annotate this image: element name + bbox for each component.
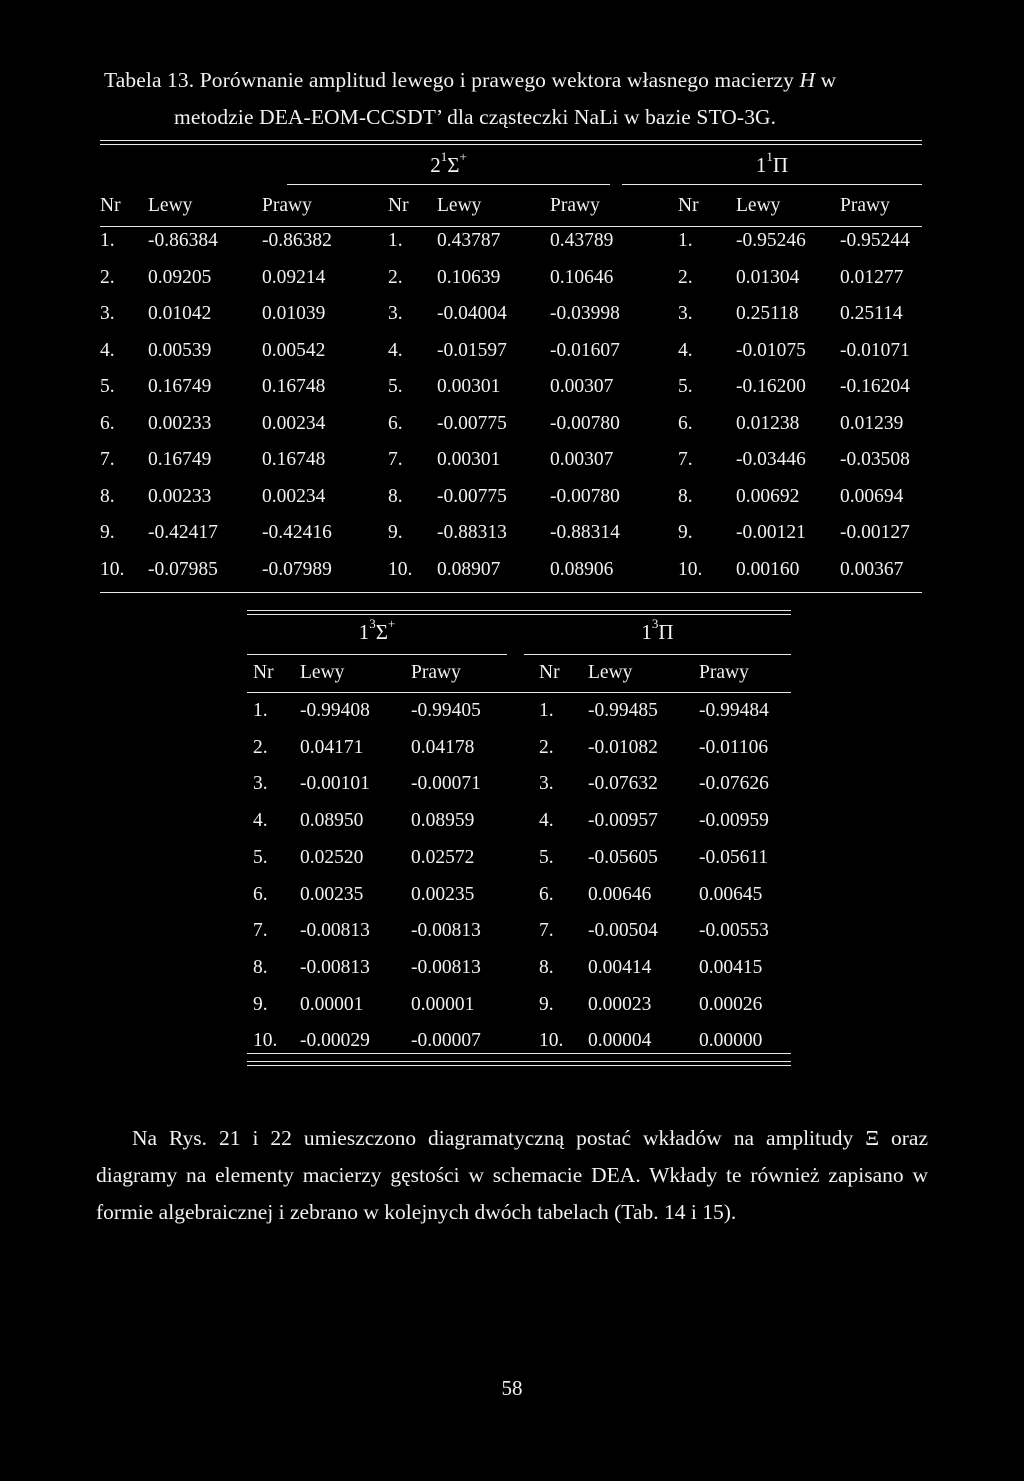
table-cell: 0.16748 bbox=[262, 376, 326, 397]
column-header: Prawy bbox=[699, 662, 749, 683]
table-cell: -0.42417 bbox=[148, 522, 218, 543]
table-cell: -0.00007 bbox=[411, 1030, 481, 1052]
table-cell: -0.05605 bbox=[588, 846, 658, 868]
column-header: Nr bbox=[539, 662, 560, 683]
table-cell: 8. bbox=[253, 956, 268, 978]
column-header: Nr bbox=[388, 195, 409, 216]
group-multiplicity: 3 bbox=[651, 616, 659, 631]
table-cell: 8. bbox=[539, 956, 554, 978]
table-cell: 4. bbox=[678, 339, 693, 361]
caption-line2: metodzie DEA-EOM-CCSDT’ dla cząsteczki NaLi w bazie STO-3G. bbox=[174, 105, 777, 129]
group-base: 1 bbox=[641, 620, 652, 644]
top-rule bbox=[247, 610, 791, 611]
table-cell: -0.00553 bbox=[699, 920, 769, 942]
table-cell: 0.16748 bbox=[262, 449, 326, 470]
column-header: Nr bbox=[253, 662, 274, 683]
table-cell: 0.10639 bbox=[437, 266, 501, 288]
table-cell: 5. bbox=[539, 846, 554, 868]
table-cell: 9. bbox=[100, 522, 115, 543]
table-cell: 0.00160 bbox=[736, 558, 800, 580]
table-cell: 0.01277 bbox=[840, 266, 904, 288]
group-base: 1 bbox=[755, 153, 767, 177]
table-cell: 0.08907 bbox=[437, 558, 501, 580]
header-rule bbox=[247, 692, 791, 693]
table-cell: 6. bbox=[100, 412, 115, 434]
table-cell: 0.01238 bbox=[736, 412, 800, 434]
page-number: 58 bbox=[501, 1376, 523, 1400]
table-cell: -0.07632 bbox=[588, 773, 658, 795]
table-cell: 0.00307 bbox=[550, 449, 614, 470]
group-underline bbox=[622, 184, 922, 185]
header-rule bbox=[100, 226, 922, 227]
table-cell: 0.00023 bbox=[588, 993, 652, 1015]
table-cell: -0.00504 bbox=[588, 920, 658, 942]
table-cell: 8. bbox=[100, 485, 115, 507]
table-cell: -0.00780 bbox=[550, 412, 620, 434]
table-cell: 0.25114 bbox=[840, 303, 903, 324]
table-cell: 0.00001 bbox=[411, 993, 475, 1015]
table-cell: 0.01304 bbox=[736, 266, 800, 288]
table-cell: 2. bbox=[100, 266, 115, 288]
caption-matrix-symbol: H bbox=[799, 68, 816, 92]
table-cell: -0.00775 bbox=[437, 412, 507, 434]
table-cell: 0.01042 bbox=[148, 303, 212, 324]
table-cell: 0.43787 bbox=[437, 230, 501, 251]
table-cell: -0.03998 bbox=[550, 303, 620, 324]
table-cell: -0.86384 bbox=[148, 230, 218, 251]
group-multiplicity: 1 bbox=[440, 149, 448, 164]
column-header: Nr bbox=[678, 195, 699, 216]
table-cell: -0.00957 bbox=[588, 810, 658, 832]
table-cell: 0.00301 bbox=[437, 376, 501, 397]
table-cell: 1. bbox=[539, 700, 554, 721]
group-parity: + bbox=[387, 616, 396, 631]
table-cell: 2. bbox=[678, 266, 693, 288]
table-cell: 0.00692 bbox=[736, 485, 800, 507]
table-cell: -0.00959 bbox=[699, 810, 769, 832]
table-cell: -0.88313 bbox=[437, 522, 507, 543]
table-cell: 0.00414 bbox=[588, 956, 652, 978]
table-cell: 0.08950 bbox=[300, 810, 364, 832]
table-cell: 10. bbox=[678, 558, 703, 580]
table-cell: 3. bbox=[539, 773, 554, 795]
body-paragraph-text: Na Rys. 21 i 22 umieszczono diagramatyczną postać wkładów na amplitudy Ξ oraz diagramy na elementy macierzy gęstości w schemacie DEA. Wkłady te również zapisano w formie algebraicznej i zebrano w kolejnych dwóch tabelach (Tab. 14 i 15). bbox=[96, 1126, 928, 1224]
table-cell: 0.00001 bbox=[300, 993, 364, 1015]
table-cell: 6. bbox=[539, 883, 554, 905]
table-cell: 0.00307 bbox=[550, 376, 614, 397]
column-header: Prawy bbox=[550, 195, 600, 216]
group-underline bbox=[287, 184, 610, 185]
table-cell: 6. bbox=[388, 412, 403, 434]
table-cell: 0.00004 bbox=[588, 1030, 652, 1052]
table-cell: 5. bbox=[253, 846, 268, 868]
table-cell: -0.00813 bbox=[411, 920, 481, 942]
table-cell: 0.00234 bbox=[262, 485, 326, 507]
group-state: Σ bbox=[447, 153, 460, 177]
table-cell: 9. bbox=[388, 522, 403, 543]
table-cell: 0.04178 bbox=[411, 736, 475, 758]
group-title bbox=[622, 149, 922, 178]
table-cell: 0.25118 bbox=[736, 303, 799, 324]
table-cell: -0.99405 bbox=[411, 700, 481, 721]
column-header: Lewy bbox=[736, 195, 781, 216]
group-base: 2 bbox=[430, 153, 441, 177]
table-cell: 5. bbox=[678, 376, 693, 397]
table-cell: 0.01039 bbox=[262, 303, 326, 324]
table-cell: 6. bbox=[678, 412, 693, 434]
table-cell: -0.99408 bbox=[300, 700, 370, 721]
table-cell: -0.05611 bbox=[699, 846, 769, 868]
table-cell: 0.00026 bbox=[699, 993, 763, 1015]
column-header: Lewy bbox=[148, 195, 193, 216]
column-header: Lewy bbox=[300, 662, 345, 683]
bottom-rule bbox=[247, 1053, 791, 1054]
group-parity: + bbox=[459, 149, 467, 164]
column-header: Lewy bbox=[437, 195, 482, 216]
table-cell: 10. bbox=[100, 558, 125, 580]
group-state: Π bbox=[772, 153, 789, 177]
body-paragraph bbox=[96, 1120, 928, 1231]
table-cell: -0.07626 bbox=[699, 773, 769, 795]
column-header: Nr bbox=[100, 195, 121, 216]
table-cell: 0.00233 bbox=[148, 485, 212, 507]
table-cell: 0.04171 bbox=[300, 736, 364, 758]
table-cell: 8. bbox=[678, 485, 693, 507]
table-cell: 0.00646 bbox=[588, 883, 652, 905]
table-cell: 0.00645 bbox=[699, 883, 763, 905]
table-cell: -0.01082 bbox=[588, 736, 658, 758]
table-cell: -0.01106 bbox=[699, 736, 769, 758]
table-cell: 10. bbox=[539, 1030, 564, 1052]
group-base: 1 bbox=[358, 620, 370, 644]
table-cell: 10. bbox=[253, 1030, 278, 1052]
group-title bbox=[247, 616, 507, 645]
table-cell: -0.00127 bbox=[840, 522, 910, 543]
table-cell: -0.99485 bbox=[588, 700, 658, 721]
table-cell: 1. bbox=[253, 700, 268, 721]
table-cell: 0.02572 bbox=[411, 846, 475, 868]
table-cell: 1. bbox=[678, 230, 693, 251]
group-state: Σ bbox=[375, 620, 388, 644]
table-cell: 10. bbox=[388, 558, 413, 580]
table-cell: 4. bbox=[539, 810, 554, 832]
table-cell: 2. bbox=[253, 736, 268, 758]
table-cell: 9. bbox=[253, 993, 268, 1015]
bottom-rule-third bbox=[247, 1065, 791, 1066]
table-cell: 0.00367 bbox=[840, 558, 904, 580]
table-cell: 0.00415 bbox=[699, 956, 763, 978]
table-cell: -0.00780 bbox=[550, 485, 620, 507]
table-cell: 9. bbox=[539, 993, 554, 1015]
bottom-rule-second bbox=[247, 1061, 791, 1062]
bottom-rule bbox=[100, 592, 922, 593]
table-cell: -0.88314 bbox=[550, 522, 620, 543]
table-cell: 0.00694 bbox=[840, 485, 904, 507]
table-cell: 0.00539 bbox=[148, 339, 212, 361]
table-cell: 0.16749 bbox=[148, 376, 212, 397]
group-multiplicity: 1 bbox=[766, 149, 773, 164]
table-cell: 0.00235 bbox=[411, 883, 475, 905]
table-cell: -0.95246 bbox=[736, 230, 806, 251]
group-underline bbox=[247, 654, 507, 655]
table-cell: 6. bbox=[253, 883, 268, 905]
table-caption bbox=[104, 62, 934, 136]
table-cell: 0.10646 bbox=[550, 266, 614, 288]
table-cell: 0.00234 bbox=[262, 412, 326, 434]
table-cell: -0.07989 bbox=[262, 558, 332, 580]
table-cell: -0.01075 bbox=[736, 339, 806, 361]
table-cell: 7. bbox=[253, 920, 268, 942]
table-cell: 0.00301 bbox=[437, 449, 501, 470]
table-cell: 0.08959 bbox=[411, 810, 475, 832]
table-cell: 9. bbox=[678, 522, 693, 543]
column-header: Prawy bbox=[262, 195, 312, 216]
table-cell: 7. bbox=[388, 449, 403, 470]
group-state: Π bbox=[658, 620, 674, 644]
table-cell: 0.16749 bbox=[148, 449, 212, 470]
group-title bbox=[287, 149, 610, 178]
group-title bbox=[524, 616, 791, 645]
table-cell: 0.00233 bbox=[148, 412, 212, 434]
table-cell: -0.00813 bbox=[411, 956, 481, 978]
table-cell: -0.01607 bbox=[550, 339, 620, 361]
top-rule-second bbox=[247, 614, 791, 615]
table-cell: 3. bbox=[253, 773, 268, 795]
table-cell: 3. bbox=[388, 303, 403, 324]
table-cell: 1. bbox=[100, 230, 115, 251]
table-cell: 4. bbox=[100, 339, 115, 361]
table-cell: -0.01071 bbox=[840, 339, 910, 361]
column-header: Prawy bbox=[411, 662, 461, 683]
table-cell: 7. bbox=[678, 449, 693, 470]
table-cell: 0.02520 bbox=[300, 846, 364, 868]
table-cell: 8. bbox=[388, 485, 403, 507]
table-cell: -0.42416 bbox=[262, 522, 332, 543]
table-cell: -0.07985 bbox=[148, 558, 218, 580]
table-cell: 5. bbox=[388, 376, 403, 397]
table-cell: -0.00029 bbox=[300, 1030, 370, 1052]
table-cell: 4. bbox=[388, 339, 403, 361]
table-cell: 2. bbox=[539, 736, 554, 758]
table-cell: 4. bbox=[253, 810, 268, 832]
table-cell: -0.01597 bbox=[437, 339, 507, 361]
table-cell: -0.00813 bbox=[300, 956, 370, 978]
table-cell: -0.03508 bbox=[840, 449, 910, 470]
table-cell: -0.16200 bbox=[736, 376, 806, 397]
table-cell: 3. bbox=[678, 303, 693, 324]
table-cell: -0.99484 bbox=[699, 700, 769, 721]
table-cell: -0.04004 bbox=[437, 303, 507, 324]
table-cell: -0.00071 bbox=[411, 773, 481, 795]
table-cell: 1. bbox=[388, 230, 403, 251]
table-cell: 0.00542 bbox=[262, 339, 326, 361]
table-cell: -0.00101 bbox=[300, 773, 370, 795]
table-cell: -0.00121 bbox=[736, 522, 806, 543]
table-cell: 3. bbox=[100, 303, 115, 324]
group-underline bbox=[524, 654, 791, 655]
table-cell: -0.03446 bbox=[736, 449, 806, 470]
caption-line1-suffix: w bbox=[815, 68, 837, 92]
column-header: Lewy bbox=[588, 662, 633, 683]
table-cell: -0.00813 bbox=[300, 920, 370, 942]
column-header: Prawy bbox=[840, 195, 890, 216]
table-cell: 5. bbox=[100, 376, 115, 397]
table-cell: -0.86382 bbox=[262, 230, 332, 251]
table-cell: 0.00000 bbox=[699, 1030, 763, 1052]
table-cell: -0.95244 bbox=[840, 230, 910, 251]
table-cell: 0.43789 bbox=[550, 230, 614, 251]
caption-line1-prefix: Tabela 13. Porównanie amplitud lewego i prawego wektora własnego macierzy bbox=[104, 68, 800, 92]
table-cell: 0.08906 bbox=[550, 558, 614, 580]
top-rule-second bbox=[100, 144, 922, 145]
group-multiplicity: 3 bbox=[369, 616, 376, 631]
table-cell: -0.00775 bbox=[437, 485, 507, 507]
table-cell: 7. bbox=[100, 449, 115, 470]
table-cell: -0.16204 bbox=[840, 376, 910, 397]
table-cell: 0.09205 bbox=[148, 266, 212, 288]
table-cell: 7. bbox=[539, 920, 554, 942]
table-cell: 0.01239 bbox=[840, 412, 904, 434]
table-cell: 0.09214 bbox=[262, 266, 326, 288]
table-cell: 2. bbox=[388, 266, 403, 288]
top-rule bbox=[100, 140, 922, 141]
table-cell: 0.00235 bbox=[300, 883, 364, 905]
